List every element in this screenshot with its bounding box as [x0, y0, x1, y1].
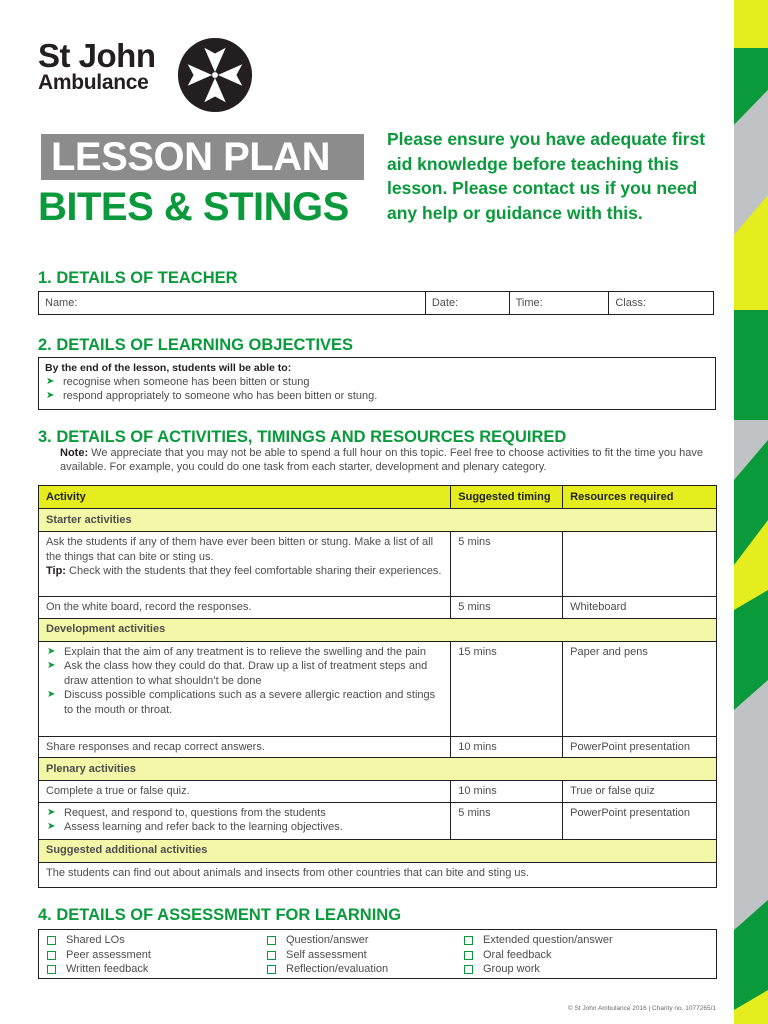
objectives-box: [38, 357, 716, 410]
checkbox-item[interactable]: Written feedback: [47, 962, 151, 977]
activities-note: Note: We appreciate that you may not be able to spend a full hour on this topic. Feel free to choose activities to fit the time you have available. For example, you could do one task from each starter, development and plenary category.: [60, 447, 704, 473]
list-item: ➤ Assess learning and refer back to the learning objectives.: [47, 821, 343, 833]
arrow-bullet-icon: ➤: [46, 390, 55, 401]
maltese-cross-icon: [176, 36, 254, 114]
lesson-plan-title: LESSON PLAN: [51, 135, 330, 179]
topic-title: BITES & STINGS: [38, 185, 349, 229]
section-objectives-heading: 2. DETAILS OF LEARNING OBJECTIVES: [38, 336, 354, 354]
checkbox-icon: [464, 936, 473, 945]
checkbox-icon: [464, 951, 473, 960]
checkbox-icon: [267, 936, 276, 945]
activities-table: [38, 485, 717, 888]
checkbox-item[interactable]: Question/answer: [267, 933, 388, 948]
checkbox-item[interactable]: Shared LOs: [47, 933, 151, 948]
category-row-additional: Suggested additional activities: [39, 839, 717, 862]
category-row-starter: Starter activities: [39, 509, 717, 532]
assessment-column-3: [464, 933, 613, 977]
checkbox-icon: [267, 965, 276, 974]
objectives-lead: By the end of the lesson, students will be able to:: [45, 362, 292, 374]
table-row: The students can find out about animals and insects from other countries that can bite and sting us.: [39, 862, 717, 887]
list-item: ➤ Discuss possible complications such as a severe allergic reaction and stings to the mouth or throat.: [47, 689, 436, 716]
brand-line1: St John: [38, 37, 156, 74]
list-item: ➤ Request, and respond to, questions from the students: [47, 806, 326, 819]
checkbox-icon: [464, 965, 473, 974]
checkbox-item[interactable]: Group work: [464, 962, 613, 977]
header-timing: Suggested timing: [451, 486, 563, 509]
table-row: Share responses and recap correct answers. 10 mins PowerPoint presentation: [39, 736, 717, 758]
lesson-plan-banner: [41, 134, 364, 180]
checkbox-item[interactable]: Self assessment: [267, 948, 388, 963]
table-row: Complete a true or false quiz. 10 mins True or false quiz: [39, 781, 717, 803]
arrow-bullet-icon: ➤: [47, 660, 56, 671]
checkbox-icon: [47, 965, 56, 974]
section-activities-heading: 3. DETAILS OF ACTIVITIES, TIMINGS AND RESOURCES REQUIRED: [38, 428, 567, 446]
arrow-bullet-icon: ➤: [47, 821, 56, 832]
arrow-bullet-icon: ➤: [46, 376, 55, 387]
checkbox-item[interactable]: Oral feedback: [464, 948, 613, 963]
brand-line2: Ambulance: [38, 71, 149, 94]
decorative-side-stripe: [734, 0, 768, 1024]
assessment-column-2: [267, 933, 388, 977]
date-field[interactable]: Date:: [426, 292, 510, 314]
checkbox-icon: [267, 951, 276, 960]
header-resources: Resources required: [563, 486, 717, 509]
objective-item: ➤ recognise when someone has been bitten or stung: [46, 376, 310, 388]
category-row-plenary: Plenary activities: [39, 758, 717, 781]
time-field[interactable]: Time:: [510, 292, 610, 314]
section-teacher-heading: 1. DETAILS OF TEACHER: [38, 269, 238, 287]
list-item: ➤ Explain that the aim of any treatment is to relieve the swelling and the pain: [47, 645, 426, 658]
class-field[interactable]: Class:: [615, 297, 646, 309]
table-row: ➤ Explain that the aim of any treatment is to relieve the swelling and the pain ➤ Ask the class how they could do that. Draw up a list of treatment steps and draw attention to what shouldn’t be done ➤ Discuss possible complications such as a severe allergic reaction and stings to the mouth or throat. 15 mins Paper and pens: [39, 641, 717, 736]
assessment-box: [38, 929, 717, 979]
header-activity: Activity: [39, 486, 451, 509]
copyright-footer: © St John Ambulance 2016 | Charity no. 1077265/1: [567, 1005, 716, 1012]
table-header-row: [39, 486, 717, 509]
teacher-details-row: [38, 291, 714, 315]
section-assessment-heading: 4. DETAILS OF ASSESSMENT FOR LEARNING: [38, 906, 402, 924]
guidance-notice: Please ensure you have adequate first aid knowledge before teaching this lesson. Please contact us if you need any help or guidance with this.: [387, 129, 706, 223]
table-row: Ask the students if any of them have ever been bitten or stung. Make a list of all the things that can bite or sting us. Tip: Check with the students that they feel comfortable sharing their experiences. 5 mins: [39, 532, 717, 597]
checkbox-icon: [47, 951, 56, 960]
arrow-bullet-icon: ➤: [47, 689, 56, 700]
checkbox-icon: [47, 936, 56, 945]
category-row-development: Development activities: [39, 618, 717, 641]
table-row: On the white board, record the responses. 5 mins Whiteboard: [39, 597, 717, 619]
checkbox-item[interactable]: Peer assessment: [47, 948, 151, 963]
arrow-bullet-icon: ➤: [47, 645, 56, 657]
list-item: ➤ Ask the class how they could do that. Draw up a list of treatment steps and draw attention to what shouldn’t be done: [47, 660, 428, 687]
checkbox-item[interactable]: Extended question/answer: [464, 933, 613, 948]
table-row: ➤ Request, and respond to, questions from the students ➤ Assess learning and refer back to the learning objectives. 5 mins PowerPoint presentation: [39, 802, 717, 839]
checkbox-item[interactable]: Reflection/evaluation: [267, 962, 388, 977]
assessment-column-1: [47, 933, 151, 977]
name-field[interactable]: Name:: [39, 292, 426, 314]
objective-item: ➤ respond appropriately to someone who has been bitten or stung.: [46, 390, 378, 402]
arrow-bullet-icon: ➤: [47, 806, 56, 818]
